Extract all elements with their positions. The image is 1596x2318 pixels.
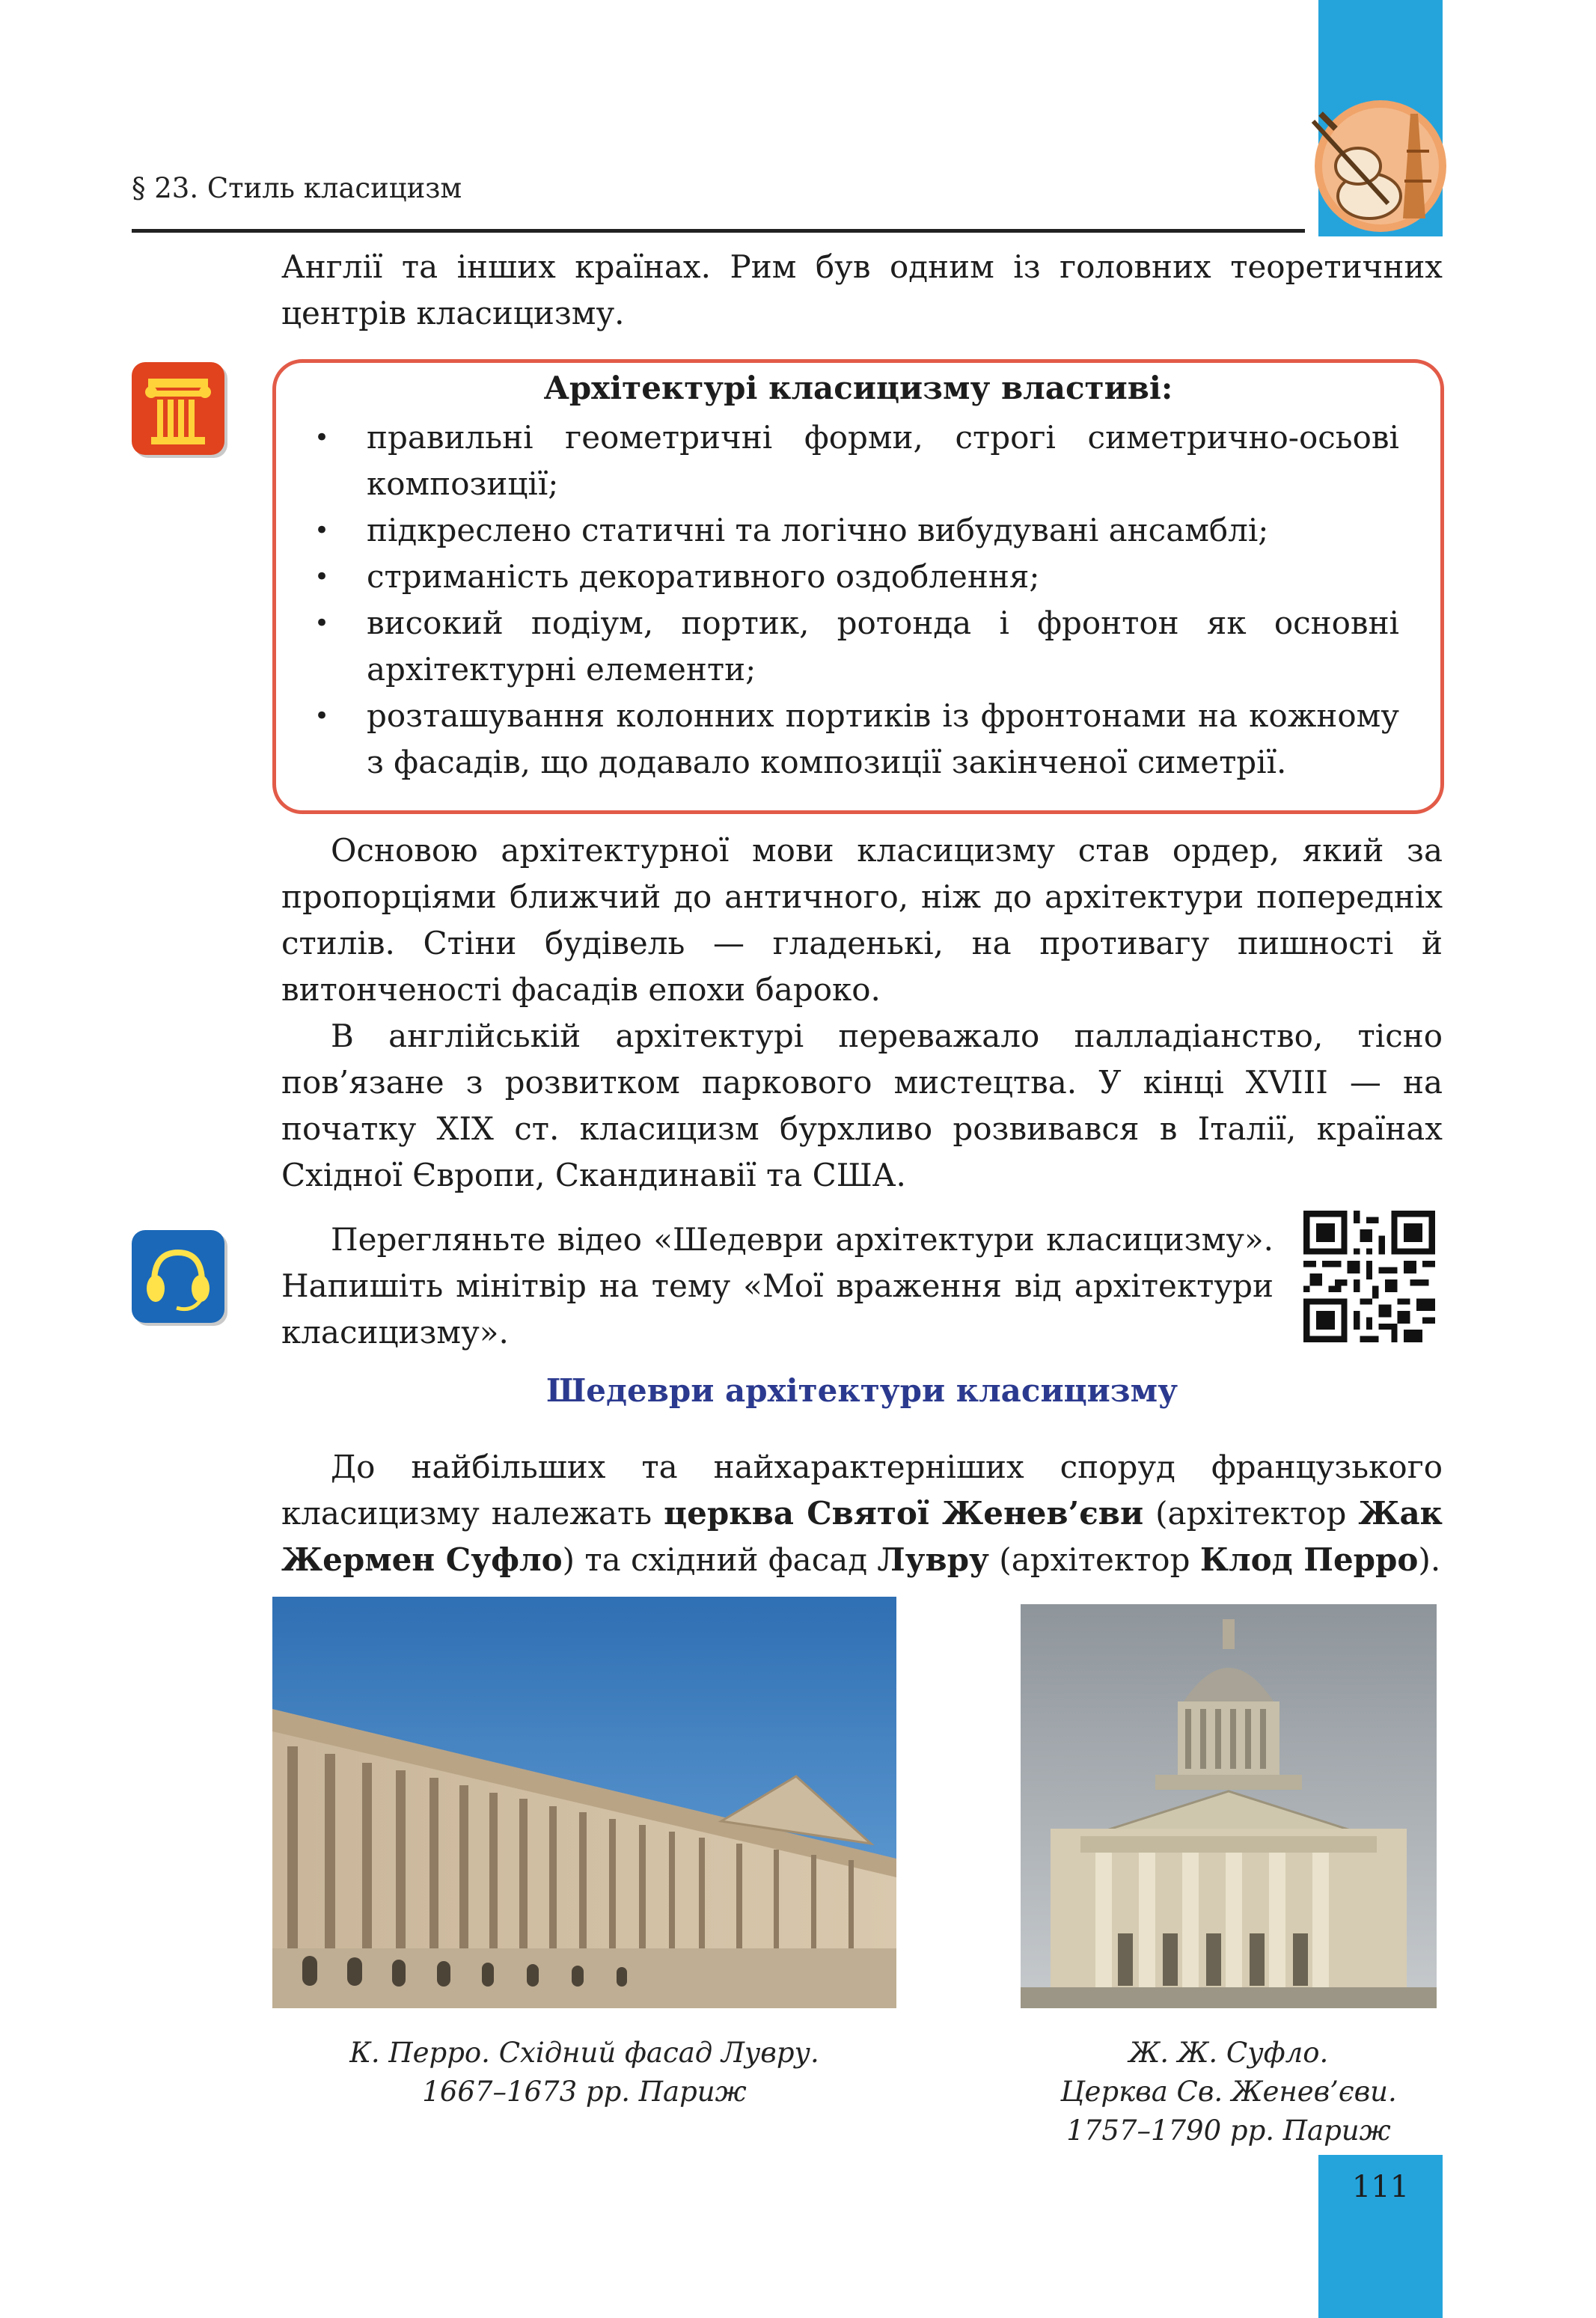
church-name: церква Святої Женев’єви	[664, 1495, 1144, 1532]
violin-emblem-icon	[1298, 69, 1448, 248]
page-number: 111	[1351, 2170, 1410, 2204]
intro-paragraph: Англії та інших країнах. Рим був одним із головних теоретичних центрів класицизму.	[281, 248, 1443, 331]
list-item: • підкреслено статичні та логічно вибудувані ансамблі;	[314, 507, 1399, 554]
info-box-title: Архітектурі класицизму властиві:	[543, 370, 1173, 406]
list-item: • розташування колонних портиків із фронтонами на кожному з фасадів, що додавало композиції закінченої симетрії.	[314, 693, 1399, 786]
info-box-list	[314, 415, 1399, 786]
body-paragraph-2: В англійській архітектурі переважало палладіанство, тісно пов’язане з розвитком паркового мистецтва. У кінці XVIII — на початку XIX ст. класицизм бурхливо розвивався в Італії, країнах Східної Європи, Скандинавії та США.	[281, 1018, 1443, 1193]
section-paragraph: До найбільших та найхарактерніших споруд французького класицизму належать церква Святої Женев’єви (архітектор Жак Жермен Суфло) та східний фасад Лувру (архітектор Клод Перро).	[281, 1449, 1443, 1578]
body-text	[281, 828, 1443, 1199]
list-item: • високий подіум, портик, ротонда і фронтон як основні архітектурні елементи;	[314, 600, 1399, 693]
pantheon-caption: Ж. Ж. Суфло. Церква Св. Женев’єви. 1757–1790 рр. Париж	[1060, 2037, 1397, 2147]
column-icon	[132, 362, 224, 455]
header-rule	[132, 229, 1305, 233]
headphones-icon	[132, 1230, 224, 1323]
louvre-caption: К. Перро. Східний фасад Лувру. 1667–1673 рр. Париж	[349, 2037, 819, 2108]
architect-perrault: Клод Перро	[1199, 1541, 1419, 1578]
task-text: Перегляньте відео «Шедеври архітектури класицизму». Напишіть мінітвір на тему «Мої враження від архітектури класицизму».	[281, 1221, 1274, 1351]
section-heading: Шедеври архітектури класицизму	[546, 1372, 1178, 1409]
architect-soufflot: Жак Жермен Суфло	[281, 1495, 1443, 1578]
qr-code[interactable]	[1303, 1211, 1435, 1342]
louvre-photo	[272, 1597, 896, 2008]
body-paragraph-1: Основою архітектурної мови класицизму став ордер, який за пропорціями ближчий до античного, ніж до архітектури попередніх стилів. Стіни будівель — гладенькі, на противагу пишності й витонченості фасадів епохи бароко.	[281, 832, 1443, 1008]
pantheon-photo	[1021, 1604, 1437, 2008]
list-item: • правильні геометричні форми, строгі симетрично-осьові композиції;	[314, 415, 1399, 507]
running-head: § 23. Стиль класицизм	[132, 172, 462, 204]
louvre-name: Лувру	[877, 1541, 989, 1578]
list-item: • стриманість декоративного оздоблення;	[314, 554, 1399, 600]
